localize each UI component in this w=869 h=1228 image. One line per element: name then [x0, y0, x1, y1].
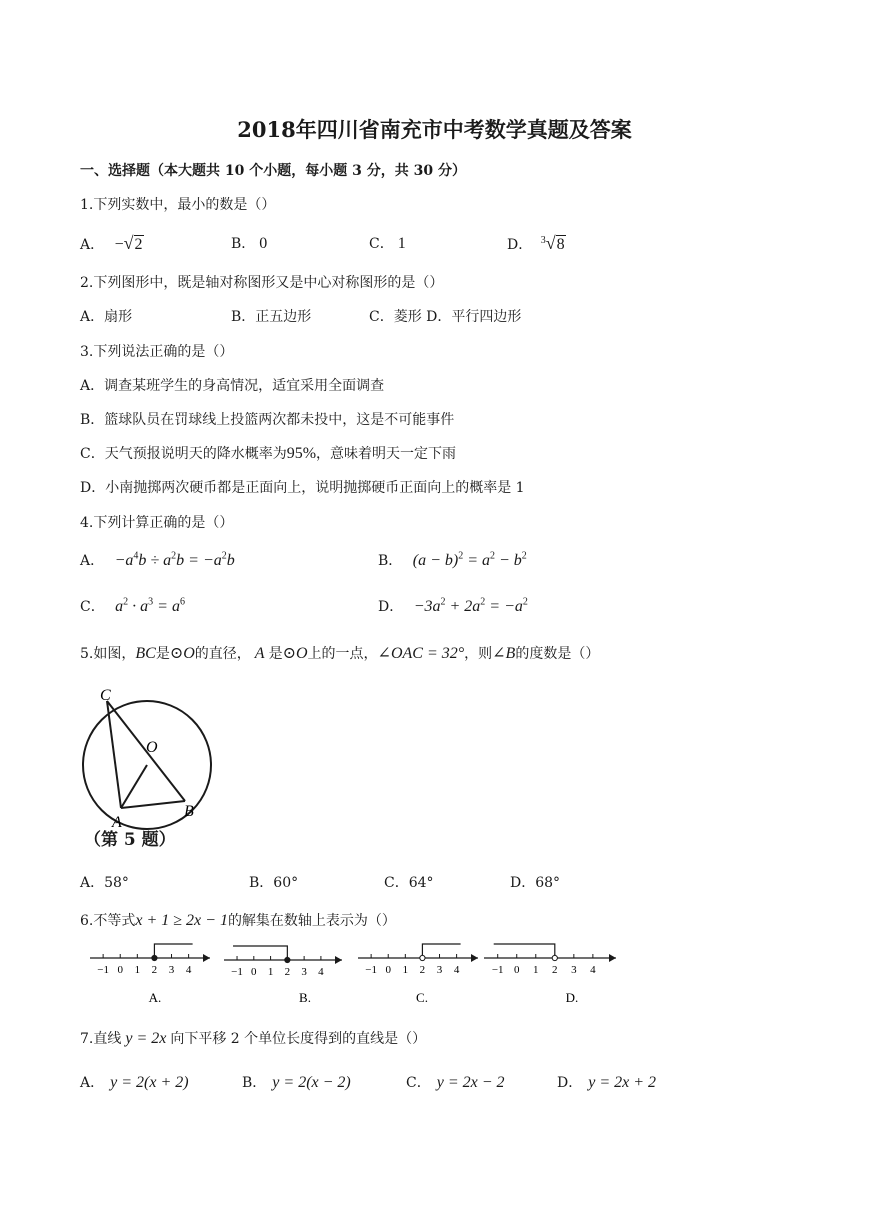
q7-option-c-label: C．	[406, 1075, 431, 1091]
q7-stem-prefix: 7.直线	[80, 1031, 122, 1047]
q6-tick-label: 0	[117, 964, 123, 976]
q6-option-label: B.	[299, 990, 311, 1005]
q5-label-c: C	[100, 687, 111, 704]
q7-option-d-value: y = 2x + 2	[588, 1074, 657, 1091]
q6-closed-point	[285, 957, 290, 962]
q1-option-c-label: C．	[369, 236, 394, 252]
q5-circle-o: ⊙O	[169, 645, 195, 662]
q5-text-6: 的度数是（）	[515, 646, 600, 662]
q6-stem	[80, 910, 396, 930]
q7-option-b-label: B．	[242, 1075, 267, 1091]
q1-option-d-index: 3	[540, 235, 546, 247]
q6-tick-label: 4	[590, 964, 596, 976]
q7-stem-suffix: 向下平移 2 个单位长度得到的直线是（）	[170, 1031, 427, 1047]
q5-label-b: B	[184, 803, 194, 820]
q6-tick-label: 0	[385, 964, 391, 976]
q6-axis-arrow	[609, 954, 616, 962]
q6-axis-arrow	[471, 954, 478, 962]
q6-solution-ray	[154, 944, 192, 958]
q7-option-d-label: D．	[557, 1075, 583, 1091]
q4-option-b: B． $(a - b)^2 = a^2 - b^2$	[378, 550, 527, 569]
q1-option-a: A． −√2	[80, 233, 143, 253]
q4-option-a-label: A．	[80, 553, 105, 569]
q5-text-5: ，则	[464, 646, 493, 662]
q5-option-b: B．60°	[249, 875, 299, 891]
q6-solution-ray	[233, 946, 287, 960]
q6-tick-label: 1	[134, 964, 141, 976]
q4-option-d: D． $-3a^2 + 2a^2 = -a^2$	[378, 596, 528, 615]
q1-option-a-sign: −	[114, 236, 124, 253]
page-title: 2018年四川省南充市中考数学真题及答案	[237, 117, 632, 142]
q6-tick-label: 1	[533, 964, 539, 976]
q2-option-a: A．扇形	[80, 309, 133, 325]
q7-line: y = 2x	[125, 1030, 167, 1047]
q6-tick-label: −1	[231, 966, 243, 978]
q6-open-point	[420, 955, 425, 960]
q6-tick-label: 4	[318, 966, 324, 978]
q7-option-a-value: y = 2(x + 2)	[110, 1074, 189, 1091]
q5-point-a: A	[254, 645, 265, 662]
q1-option-b	[231, 233, 267, 253]
q7-option-a	[80, 1072, 189, 1092]
q6-tick-label: 2	[151, 964, 158, 976]
q3-option-c	[80, 443, 456, 463]
q5-angle-b: ∠B	[492, 645, 516, 662]
q1-option-d: D． $^3$√8	[507, 233, 565, 253]
q3-option-b: B．篮球队员在罚球线上投篮两次都未投中，这是不可能事件	[80, 412, 455, 428]
q2-option-b: B．正五边形	[231, 309, 312, 325]
q6-axis-arrow	[203, 954, 210, 962]
q3-option-d: D．小南抛掷两次硬币都是正面向上，说明抛掷硬币正面向上的概率是 1	[80, 480, 525, 496]
q5-option-d: D．68°	[510, 875, 561, 891]
q4-option-c-label: C．	[80, 599, 105, 615]
q5-bc: BC	[135, 645, 156, 662]
q5-circle-o-2: ⊙O	[282, 645, 308, 662]
q5-label-a: A	[112, 814, 122, 831]
q4-option-c: C． $a^2 \cdot a^3 = a^6$	[80, 596, 185, 615]
q6-option-label: A.	[148, 990, 162, 1005]
q5-chord-ab	[121, 801, 185, 808]
q6-tick-label: −1	[491, 964, 504, 976]
q6-number-line-c	[358, 944, 478, 1005]
q6-tick-label: 3	[168, 964, 175, 976]
q6-stem-suffix: 的解集在数轴上表示为（）	[227, 913, 396, 929]
q2-stem: 2.下列图形中，既是轴对称图形又是中心对称图形的是（）	[80, 275, 444, 291]
q3-option-c-suffix: ，意味着明天一定下雨	[316, 446, 457, 462]
q7-option-b-value: y = 2(x − 2)	[272, 1074, 351, 1091]
q1-option-b-value: 0	[259, 235, 268, 252]
q6-tick-label: 1	[402, 964, 409, 976]
q6-tick-label: 4	[185, 964, 192, 976]
q4-stem: 4.下列计算正确的是（）	[80, 515, 234, 531]
q6-number-lines	[80, 936, 640, 1010]
q5-option-a: A．58°	[80, 875, 129, 891]
q5-text-4: 上的一点，	[307, 646, 378, 662]
q6-number-line-b	[224, 946, 342, 1005]
q1-option-c	[369, 233, 406, 253]
q1-option-a-radicand: 2	[134, 236, 143, 253]
q4-option-b-label: B．	[378, 553, 403, 569]
q6-tick-label: 3	[436, 964, 443, 976]
q6-tick-label: 2	[552, 964, 558, 976]
q6-solution-ray	[494, 944, 555, 958]
q4-option-d-label: D．	[378, 599, 404, 615]
q1-option-d-radicand: 8	[556, 236, 565, 253]
q1-option-a-label: A．	[80, 237, 105, 253]
q6-number-line-d	[484, 944, 616, 1005]
q6-tick-label: 2	[284, 966, 291, 978]
q7-option-a-label: A．	[80, 1075, 105, 1091]
q6-tick-label: 0	[251, 966, 257, 978]
q6-tick-label: 3	[571, 964, 577, 976]
q3-stem: 3.下列说法正确的是（）	[80, 344, 234, 360]
q1-stem: 1.下列实数中，最小的数是（）	[80, 197, 276, 213]
q5-label-o: O	[146, 739, 158, 756]
q6-axis-arrow	[335, 956, 342, 964]
q5-text-2: 的直径，	[194, 646, 251, 662]
q7-option-b	[242, 1072, 351, 1092]
q6-stem-prefix: 6.不等式	[80, 913, 136, 929]
q7-option-d	[557, 1072, 656, 1092]
q2-option-c-d: C．菱形 D．平行四边形	[369, 309, 522, 325]
q5-segment-ao	[121, 765, 147, 808]
q5-stem-prefix: 5.如图，	[80, 646, 136, 662]
q7-option-c	[406, 1072, 505, 1092]
q6-closed-point	[152, 955, 157, 960]
q6-tick-label: −1	[97, 964, 109, 976]
q1-option-c-value: 1	[397, 235, 406, 252]
q1-option-b-label: B．	[231, 236, 256, 252]
q3-option-c-prefix: C．天气预报说明天的降水概率为	[80, 446, 287, 462]
q4-option-a: A． $-a^4b \div a^2b = -a^2b$	[80, 550, 235, 569]
q6-inequality: x + 1 ≥ 2x − 1	[135, 912, 228, 929]
q5-figure-caption: （第 5 题）	[84, 830, 176, 850]
q5-text-1: 是	[155, 646, 170, 662]
q6-open-point	[552, 955, 557, 960]
q6-option-label: C.	[416, 990, 428, 1005]
q7-option-c-value: y = 2x − 2	[436, 1074, 505, 1091]
q6-option-label: D.	[565, 990, 579, 1005]
q6-tick-label: 3	[301, 966, 307, 978]
q6-tick-label: 2	[419, 964, 426, 976]
q7-stem	[80, 1028, 426, 1048]
q6-tick-label: 0	[513, 964, 520, 976]
q6-number-line-a	[90, 944, 210, 1005]
q6-tick-label: 4	[453, 964, 460, 976]
section-heading: 一、选择题（本大题共 10 个小题，每小题 3 分，共 30 分）	[80, 163, 466, 179]
q5-angle-oac: ∠OAC = 32°	[377, 645, 465, 662]
q1-option-d-label: D．	[507, 237, 533, 253]
q6-tick-label: 1	[267, 966, 274, 978]
q6-solution-ray	[422, 944, 460, 958]
q5-option-c: C．64°	[384, 875, 434, 891]
q5-text-3: 是	[268, 646, 283, 662]
q3-option-a: A．调查某班学生的身高情况，适宜采用全面调查	[80, 378, 385, 394]
q6-tick-label: −1	[365, 964, 377, 976]
q5-stem	[80, 643, 599, 663]
q3-option-c-value: 95%	[286, 445, 317, 462]
